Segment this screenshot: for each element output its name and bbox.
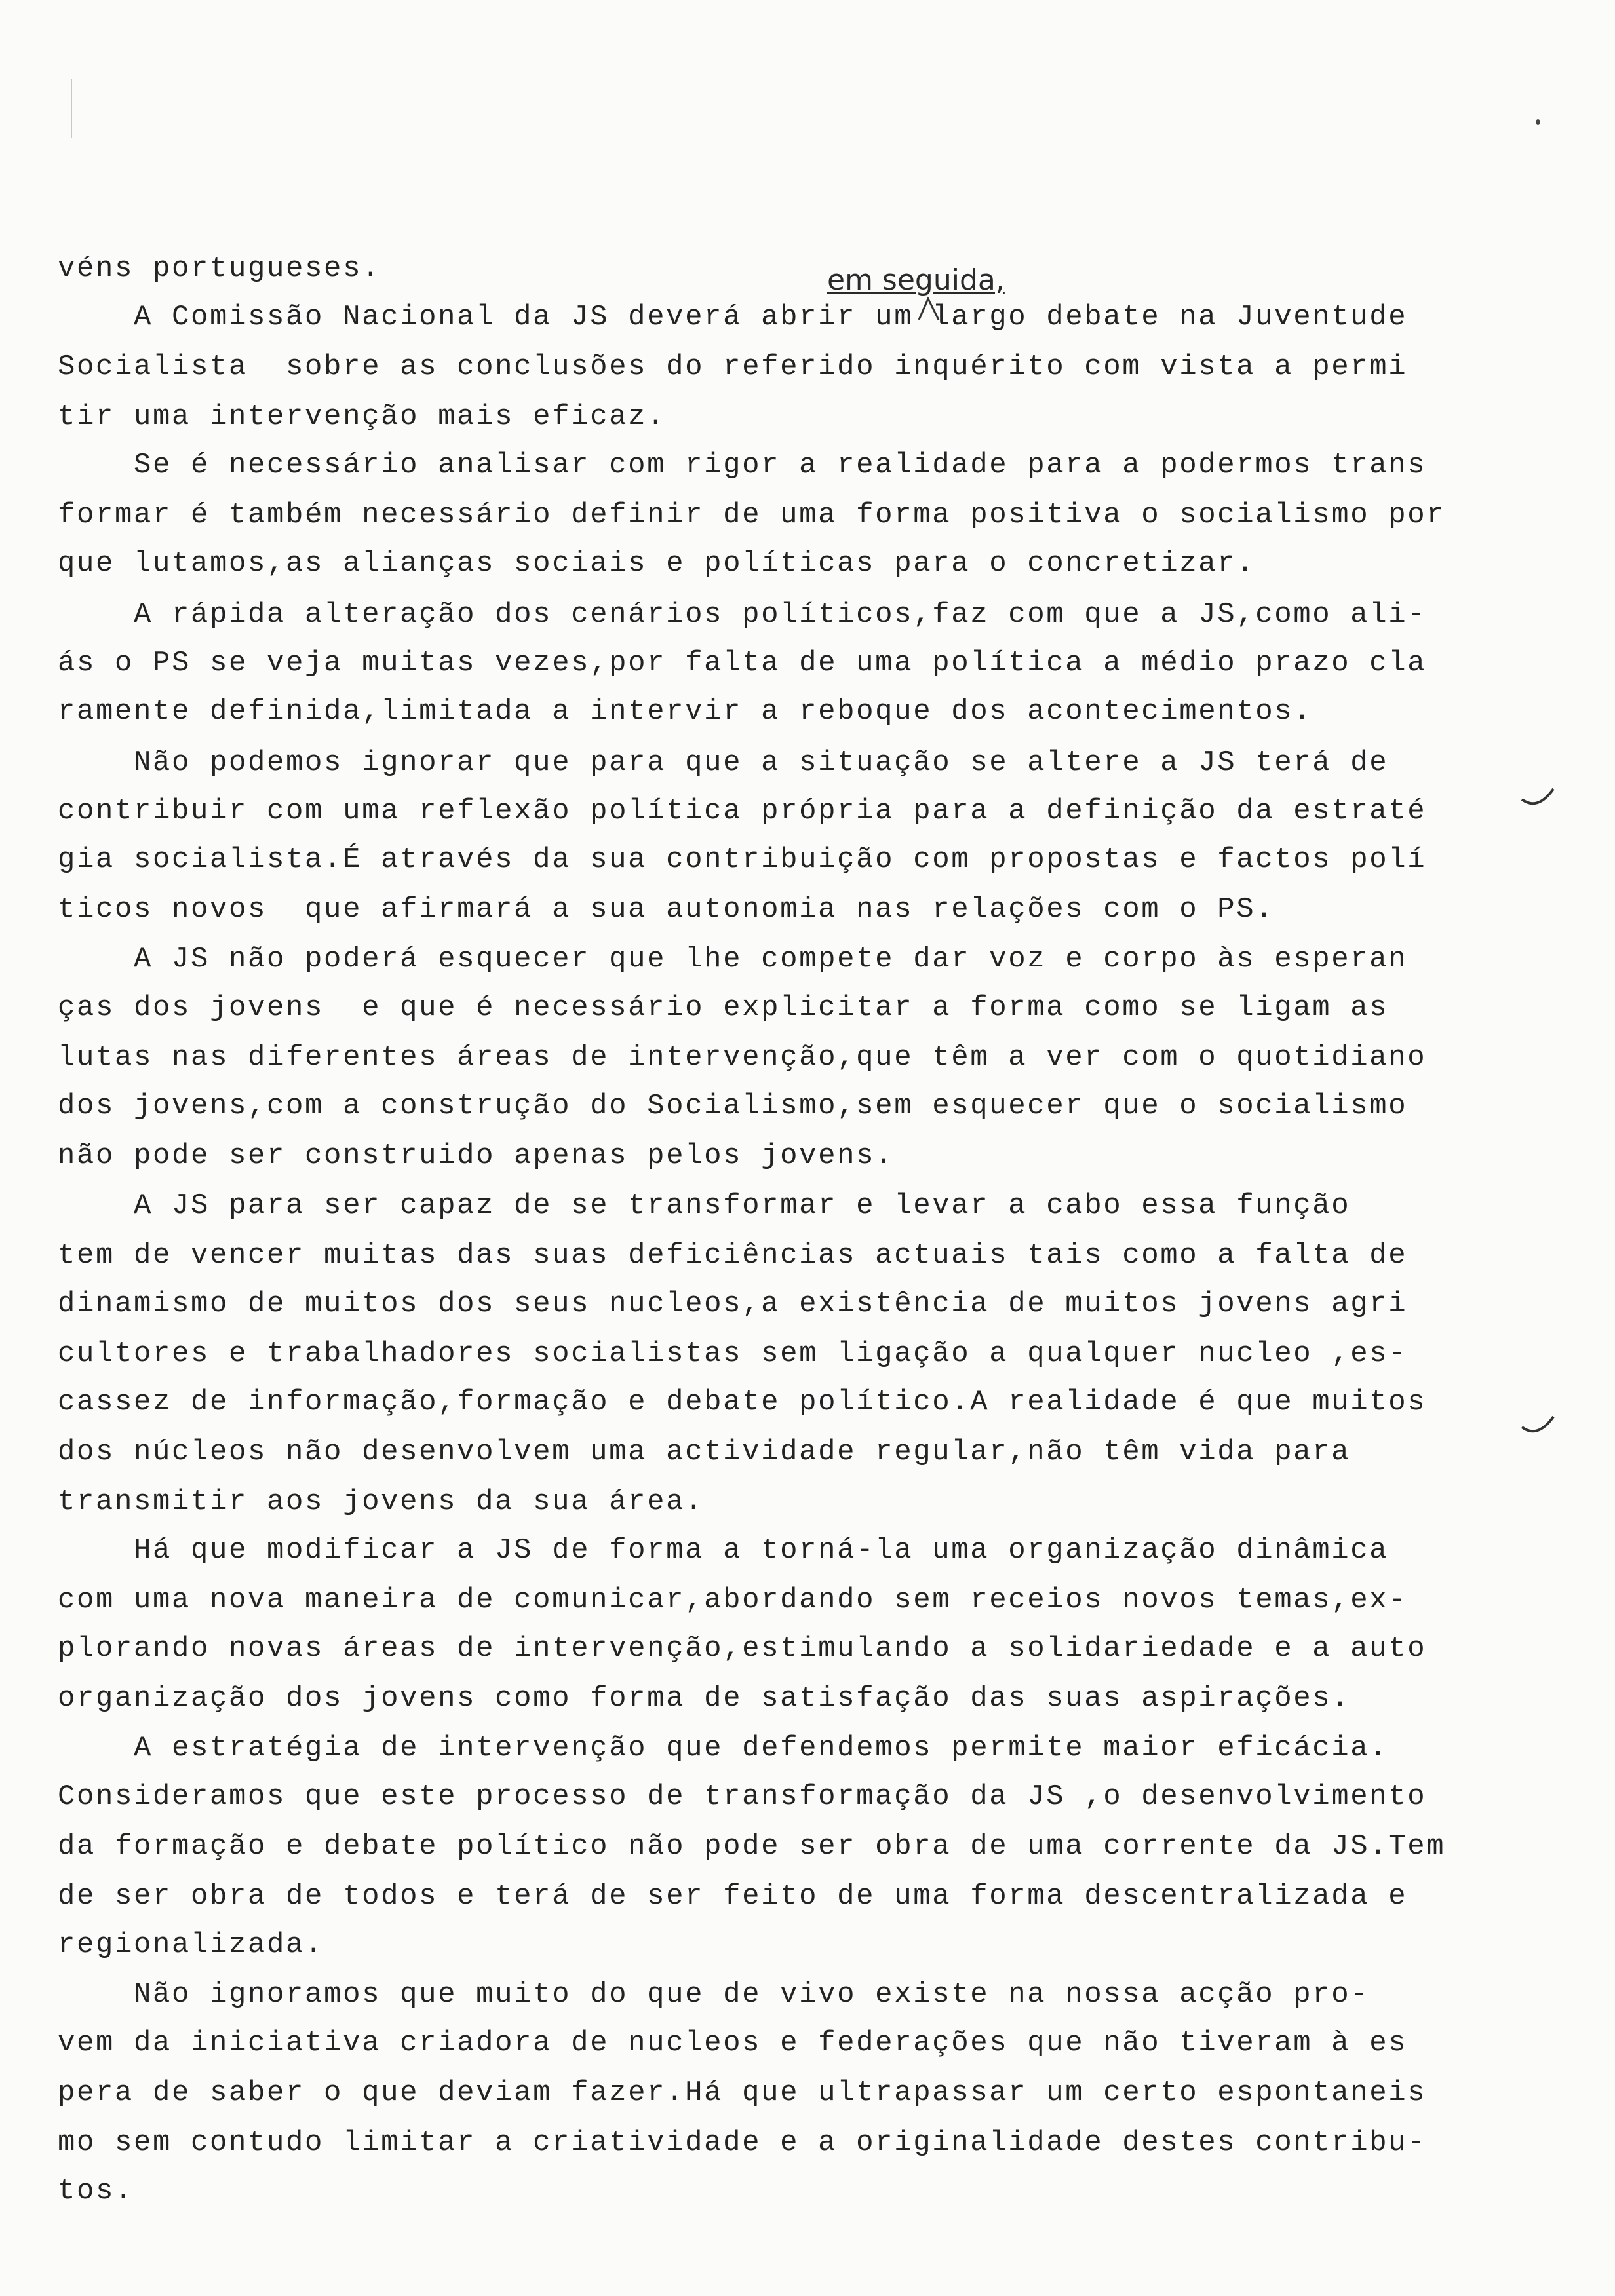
- text-line: Não podemos ignorar que para que a situação se altere a JS terá de: [58, 746, 1389, 779]
- text-line: ás o PS se veja muitas vezes,por falta de uma política a médio prazo cla: [58, 647, 1427, 679]
- text-line: contribuir com uma reflexão política própria para a definição da estraté: [58, 795, 1427, 828]
- text-line: tir uma intervenção mais eficaz.: [58, 400, 667, 433]
- text-line: A JS não poderá esquecer que lhe compete dar voz e corpo às esperan: [58, 943, 1408, 976]
- text-line: tem de vencer muitas das suas deficiências actuais tais como a falta de: [58, 1239, 1408, 1272]
- text-line: A estratégia de intervenção que defendemos permite maior eficácia.: [58, 1732, 1389, 1765]
- text-line: véns portugueses.: [58, 252, 381, 285]
- text-line: formar é também necessário definir de uma forma positiva o socialismo por: [58, 499, 1446, 531]
- text-line: gia socialista.É através da sua contribuição com propostas e factos polí: [58, 843, 1427, 876]
- text-line: Há que modificar a JS de forma a torná-la uma organização dinâmica: [58, 1534, 1389, 1567]
- text-line: Consideramos que este processo de transformação da JS ,o desenvolvimento: [58, 1780, 1427, 1813]
- text-line: pera de saber o que deviam fazer.Há que ultrapassar um certo espontaneis: [58, 2076, 1427, 2109]
- text-line: cassez de informação,formação e debate político.A realidade é que muitos: [58, 1386, 1427, 1419]
- margin-check-mark-2: [1519, 1414, 1559, 1440]
- text-line: ticos novos que afirmará a sua autonomia nas relações com o PS.: [58, 893, 1275, 926]
- text-line: dos jovens,com a construção do Socialismo,sem esquecer que o socialismo: [58, 1090, 1408, 1122]
- text-line: da formação e debate político não pode ser obra de uma corrente da JS.Tem: [58, 1830, 1446, 1863]
- text-line: organização dos jovens como forma de satisfação das suas aspirações.: [58, 1682, 1351, 1715]
- text-line: cultores e trabalhadores socialistas sem ligação a qualquer nucleo ,es-: [58, 1337, 1408, 1370]
- scan-dot-right: [1536, 119, 1540, 125]
- text-line: não pode ser construido apenas pelos jovens.: [58, 1139, 895, 1172]
- text-line: Não ignoramos que muito do que de vivo existe na nossa acção pro-: [58, 1978, 1370, 2011]
- text-line: regionalizada.: [58, 1928, 324, 1961]
- text-line: ças dos jovens e que é necessário explicitar a forma como se ligam as: [58, 991, 1389, 1024]
- text-line: mo sem contudo limitar a criatividade e a originalidade destes contribu-: [58, 2126, 1427, 2159]
- text-line: dinamismo de muitos dos seus nucleos,a existência de muitos jovens agri: [58, 1288, 1408, 1320]
- text-line: vem da iniciativa criadora de nucleos e federações que não tiveram à es: [58, 2027, 1408, 2059]
- text-line: dos núcleos não desenvolvem uma actividade regular,não têm vida para: [58, 1436, 1351, 1468]
- text-line: A rápida alteração dos cenários políticos,faz com que a JS,como ali-: [58, 598, 1427, 631]
- text-line: que lutamos,as alianças sociais e políticas para o concretizar.: [58, 547, 1256, 580]
- text-line: lutas nas diferentes áreas de intervenção,que têm a ver com o quotidiano: [58, 1041, 1427, 1074]
- text-line: transmitir aos jovens da sua área.: [58, 1485, 705, 1518]
- margin-check-mark-1: [1519, 786, 1559, 813]
- text-line: A JS para ser capaz de se transformar e levar a cabo essa função: [58, 1189, 1351, 1222]
- text-line: de ser obra de todos e terá de ser feito de uma forma descentralizada e: [58, 1880, 1408, 1913]
- text-line: Se é necessário analisar com rigor a realidade para a podermos trans: [58, 449, 1427, 482]
- handwritten-insertion: em seguida,: [827, 263, 1005, 297]
- text-line: com uma nova maneira de comunicar,abordando sem receios novos temas,ex-: [58, 1584, 1408, 1617]
- text-line: Socialista sobre as conclusões do referido inquérito com vista a permi: [58, 351, 1408, 383]
- text-line: A Comissão Nacional da JS deverá abrir um largo debate na Juventude: [58, 301, 1408, 334]
- text-line: tos.: [58, 2175, 134, 2208]
- text-line: ramente definida,limitada a intervir a reboque dos acontecimentos.: [58, 695, 1313, 728]
- scan-mark-left: [71, 79, 72, 138]
- text-line: plorando novas áreas de intervenção,estimulando a solidariedade e a auto: [58, 1632, 1427, 1665]
